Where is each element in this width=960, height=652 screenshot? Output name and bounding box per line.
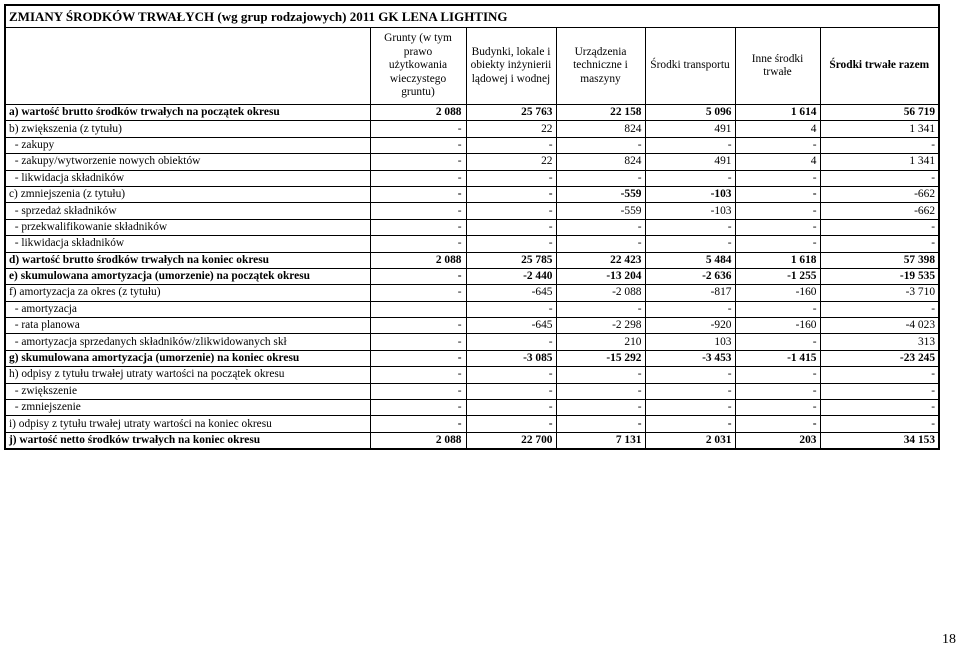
row-value: - xyxy=(370,367,466,383)
table-row xyxy=(5,105,939,121)
row-value: 7 131 xyxy=(556,432,645,449)
row-value: 1 341 xyxy=(820,154,939,170)
row-value: -3 710 xyxy=(820,285,939,301)
row-value: - xyxy=(556,170,645,186)
table-row xyxy=(5,334,939,350)
row-value: -4 023 xyxy=(820,318,939,334)
row-value: - xyxy=(466,383,556,399)
table-row xyxy=(5,432,939,449)
row-value: -13 204 xyxy=(556,268,645,284)
row-value: - xyxy=(556,137,645,153)
row-value: - xyxy=(466,219,556,235)
row-label: - zakupy/wytworzenie nowych obiektów xyxy=(5,154,370,170)
row-value: - xyxy=(370,318,466,334)
header-land: Grunty (w tym prawo użytkowania wieczystego gruntu) xyxy=(370,28,466,105)
row-value: 5 096 xyxy=(645,105,735,121)
row-value: - xyxy=(735,301,820,317)
row-value: 4 xyxy=(735,121,820,137)
row-value: - xyxy=(735,137,820,153)
row-value: - xyxy=(466,170,556,186)
row-label: - amortyzacja xyxy=(5,301,370,317)
table-row xyxy=(5,285,939,301)
table-row xyxy=(5,219,939,235)
row-value: 25 763 xyxy=(466,105,556,121)
row-value: -103 xyxy=(645,186,735,202)
row-value: - xyxy=(370,236,466,252)
row-value: - xyxy=(466,203,556,219)
row-value: 25 785 xyxy=(466,252,556,268)
row-value: 210 xyxy=(556,334,645,350)
row-value: -817 xyxy=(645,285,735,301)
row-value: - xyxy=(466,416,556,432)
table-row xyxy=(5,350,939,366)
row-value: - xyxy=(370,121,466,137)
row-value: 2 031 xyxy=(645,432,735,449)
row-value: - xyxy=(645,219,735,235)
row-value: -2 440 xyxy=(466,268,556,284)
row-value: - xyxy=(370,219,466,235)
row-value: 22 xyxy=(466,154,556,170)
row-value: - xyxy=(735,203,820,219)
row-value: -2 298 xyxy=(556,318,645,334)
row-value: - xyxy=(370,416,466,432)
table-row xyxy=(5,400,939,416)
row-value: 34 153 xyxy=(820,432,939,449)
table-row xyxy=(5,383,939,399)
row-label: - sprzedaż składników xyxy=(5,203,370,219)
row-value: - xyxy=(370,334,466,350)
row-label: i) odpisy z tytułu trwałej utraty wartości na koniec okresu xyxy=(5,416,370,432)
row-value: 1 614 xyxy=(735,105,820,121)
title-row xyxy=(5,5,939,28)
row-value: - xyxy=(735,186,820,202)
row-value: - xyxy=(820,219,939,235)
row-label: - zmniejszenie xyxy=(5,400,370,416)
row-value: -2 636 xyxy=(645,268,735,284)
row-value: - xyxy=(820,383,939,399)
row-label: c) zmniejszenia (z tytułu) xyxy=(5,186,370,202)
row-value: - xyxy=(556,219,645,235)
table-row xyxy=(5,203,939,219)
row-value: - xyxy=(735,383,820,399)
row-value: -1 415 xyxy=(735,350,820,366)
table-row xyxy=(5,121,939,137)
row-label: - amortyzacja sprzedanych składników/zlikwidowanych skł xyxy=(5,334,370,350)
table-row xyxy=(5,186,939,202)
row-value: - xyxy=(556,236,645,252)
header-other: Inne środki trwałe xyxy=(735,28,820,105)
row-value: -15 292 xyxy=(556,350,645,366)
row-value: - xyxy=(370,268,466,284)
row-value: -920 xyxy=(645,318,735,334)
row-value: - xyxy=(466,400,556,416)
row-value: - xyxy=(820,236,939,252)
row-value: 2 088 xyxy=(370,432,466,449)
row-value: -3 085 xyxy=(466,350,556,366)
table-row xyxy=(5,252,939,268)
row-value: -160 xyxy=(735,318,820,334)
row-value: 824 xyxy=(556,121,645,137)
row-value: 5 484 xyxy=(645,252,735,268)
table-title: ZMIANY ŚRODKÓW TRWAŁYCH (wg grup rodzajowych) 2011 GK LENA LIGHTING xyxy=(5,5,939,28)
table-row xyxy=(5,416,939,432)
row-value: - xyxy=(370,170,466,186)
row-value: - xyxy=(466,236,556,252)
row-value: -160 xyxy=(735,285,820,301)
row-value: - xyxy=(370,154,466,170)
row-value: - xyxy=(466,186,556,202)
row-value: - xyxy=(370,350,466,366)
row-value: - xyxy=(820,400,939,416)
fixed-assets-table xyxy=(4,4,940,450)
row-value: 313 xyxy=(820,334,939,350)
row-value: - xyxy=(645,301,735,317)
row-value: -645 xyxy=(466,318,556,334)
row-value: - xyxy=(370,203,466,219)
row-value: 2 088 xyxy=(370,105,466,121)
row-value: - xyxy=(820,137,939,153)
table-row xyxy=(5,301,939,317)
row-value: -19 535 xyxy=(820,268,939,284)
row-value: -662 xyxy=(820,186,939,202)
row-value: 22 xyxy=(466,121,556,137)
row-value xyxy=(370,301,466,317)
header-blank-cell xyxy=(5,28,370,105)
row-value: 491 xyxy=(645,154,735,170)
row-value: - xyxy=(466,367,556,383)
row-label: h) odpisy z tytułu trwałej utraty wartości na początek okresu xyxy=(5,367,370,383)
row-value: 2 088 xyxy=(370,252,466,268)
row-value: - xyxy=(820,367,939,383)
row-value: 22 158 xyxy=(556,105,645,121)
table-row xyxy=(5,318,939,334)
row-value: - xyxy=(735,219,820,235)
row-value: 824 xyxy=(556,154,645,170)
row-value: - xyxy=(466,137,556,153)
row-value: - xyxy=(556,416,645,432)
row-value: - xyxy=(735,170,820,186)
row-value: - xyxy=(735,400,820,416)
page-number: 18 xyxy=(942,632,956,647)
row-value: - xyxy=(645,236,735,252)
row-value: 203 xyxy=(735,432,820,449)
row-value: - xyxy=(645,416,735,432)
row-value: - xyxy=(556,367,645,383)
row-label: d) wartość brutto środków trwałych na koniec okresu xyxy=(5,252,370,268)
row-value: 103 xyxy=(645,334,735,350)
row-value: - xyxy=(820,170,939,186)
row-value: - xyxy=(466,334,556,350)
row-label: a) wartość brutto środków trwałych na początek okresu xyxy=(5,105,370,121)
row-value: - xyxy=(645,400,735,416)
row-value: - xyxy=(735,334,820,350)
row-value: -23 245 xyxy=(820,350,939,366)
row-value: 56 719 xyxy=(820,105,939,121)
row-label: - rata planowa xyxy=(5,318,370,334)
row-label: - zwiększenie xyxy=(5,383,370,399)
row-value: - xyxy=(645,383,735,399)
row-value: - xyxy=(370,383,466,399)
table-row xyxy=(5,137,939,153)
table-row xyxy=(5,154,939,170)
header-row xyxy=(5,28,939,105)
table-row xyxy=(5,268,939,284)
row-label: f) amortyzacja za okres (z tytułu) xyxy=(5,285,370,301)
row-value: 22 423 xyxy=(556,252,645,268)
row-label: - przekwalifikowanie składników xyxy=(5,219,370,235)
row-value: -662 xyxy=(820,203,939,219)
row-value: - xyxy=(556,400,645,416)
fixed-assets-sheet xyxy=(4,4,938,450)
row-value: -559 xyxy=(556,203,645,219)
row-label: - zakupy xyxy=(5,137,370,153)
row-value: -559 xyxy=(556,186,645,202)
row-value: - xyxy=(645,170,735,186)
row-value: - xyxy=(820,416,939,432)
row-value: - xyxy=(556,301,645,317)
row-value: -103 xyxy=(645,203,735,219)
row-label: b) zwiększenia (z tytułu) xyxy=(5,121,370,137)
row-value: - xyxy=(370,137,466,153)
row-value: -645 xyxy=(466,285,556,301)
row-value: - xyxy=(735,367,820,383)
header-machinery: Urządzenia techniczne i maszyny xyxy=(556,28,645,105)
row-value: -2 088 xyxy=(556,285,645,301)
row-value: - xyxy=(370,285,466,301)
table-row xyxy=(5,170,939,186)
row-value: - xyxy=(556,383,645,399)
header-transport: Środki transportu xyxy=(645,28,735,105)
row-value: 4 xyxy=(735,154,820,170)
row-label: - likwidacja składników xyxy=(5,170,370,186)
table-row xyxy=(5,236,939,252)
header-buildings: Budynki, lokale i obiekty inżynierii lądowej i wodnej xyxy=(466,28,556,105)
row-label: j) wartość netto środków trwałych na koniec okresu xyxy=(5,432,370,449)
row-value: - xyxy=(370,186,466,202)
row-value: 1 341 xyxy=(820,121,939,137)
row-label: e) skumulowana amortyzacja (umorzenie) na początek okresu xyxy=(5,268,370,284)
row-value: -3 453 xyxy=(645,350,735,366)
header-total: Środki trwałe razem xyxy=(820,28,939,105)
row-value: 491 xyxy=(645,121,735,137)
row-value: - xyxy=(735,236,820,252)
row-value: - xyxy=(820,301,939,317)
row-value: - xyxy=(735,416,820,432)
row-value: - xyxy=(645,367,735,383)
table-row xyxy=(5,367,939,383)
row-value: - xyxy=(645,137,735,153)
row-value: 1 618 xyxy=(735,252,820,268)
row-value: - xyxy=(370,400,466,416)
row-value: 22 700 xyxy=(466,432,556,449)
row-value: 57 398 xyxy=(820,252,939,268)
row-label: g) skumulowana amortyzacja (umorzenie) na koniec okresu xyxy=(5,350,370,366)
row-label: - likwidacja składników xyxy=(5,236,370,252)
row-value: -1 255 xyxy=(735,268,820,284)
row-value: - xyxy=(466,301,556,317)
